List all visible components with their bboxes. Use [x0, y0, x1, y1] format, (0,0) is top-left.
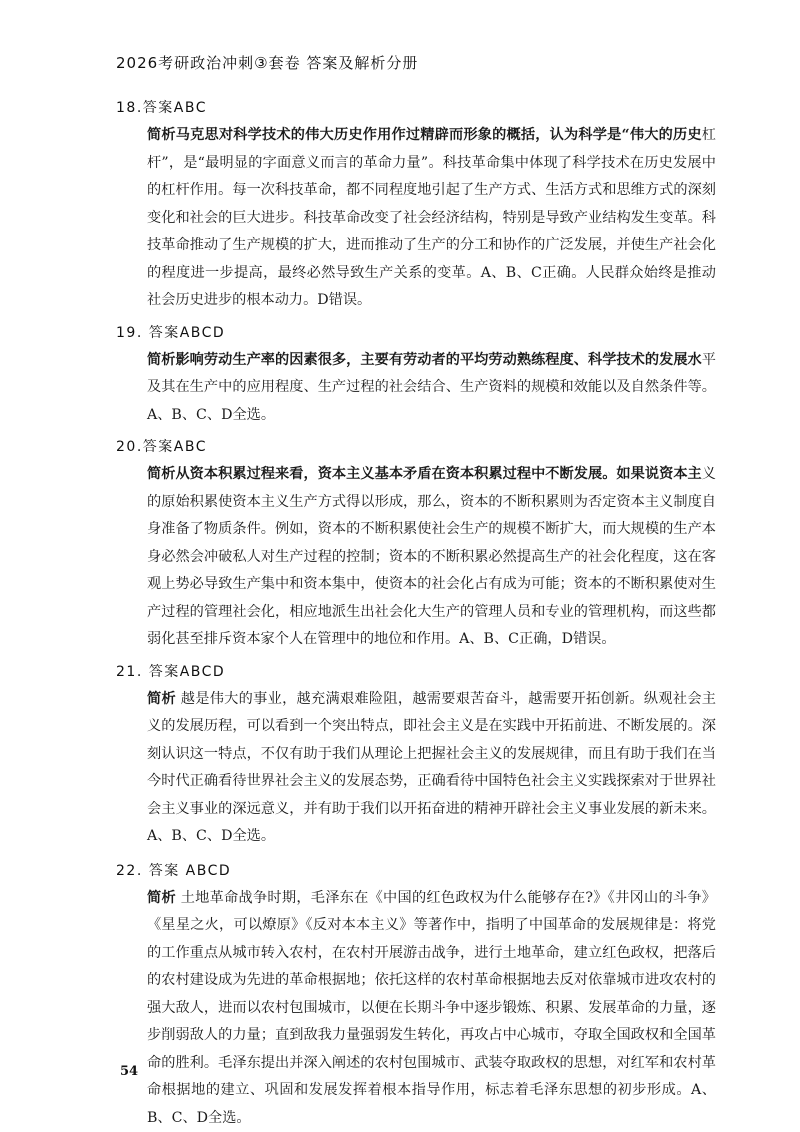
answer-item-18 [116, 96, 716, 315]
page-number: 54 [120, 1064, 139, 1079]
analysis-label: 简析 [147, 466, 176, 482]
analysis-text: 越是伟大的事业，越充满艰难险阻，越需要艰苦奋斗，越需要开拓创新。纵观社会主义的发展历程，可以看到一个突出特点，即社会主义是在实践中开拓前进、不断发展的。深刻认识这一特点，不仅有助于我们从理论上把握社会主义的发展规律，而且有助于我们在当今时代正确看待世界社会主义的发展态势，正确看待中国特色社会主义实践探索对于世界社会主义事业的深远意义，并有助于我们以开拓奋进的精神开辟社会主义事业发展的新未来。A、B、C、D全选。 [147, 690, 716, 844]
analysis-paragraph [147, 461, 716, 654]
analysis-bold-text: 影响劳动生产率的因素很多，主要有劳动者的平均劳动熟练程度、科学技术的发展水 [175, 351, 702, 368]
analysis-paragraph [147, 686, 716, 851]
answer-item-20 [116, 435, 716, 654]
analysis-label: 简析 [147, 889, 176, 906]
analysis-paragraph [147, 885, 716, 1132]
page-header: 2026考研政治冲刺③套卷 答案及解析分册 [116, 54, 419, 72]
answer-line: 20.答案ABC [116, 439, 207, 455]
answer-line: 22. 答案 ABCD [116, 862, 232, 879]
analysis-paragraph [147, 122, 716, 315]
analysis-text: 土地革命战争时期，毛泽东在《中国的红色政权为什么能够存在?》《井冈山的斗争》《星星之火，可以燎原》《反对本本主义》等著作中，指明了中国革命的发展规律是：将党的工作重点从城市转入农村，在农村开展游击战争，进行土地革命，建立红色政权，把落后的农村建设成为先进的革命根据地；依托这样的农村革命根据地去反对依靠城市进攻农村的强大敌人，进而以农村包围城市，以便在长期斗争中逐步锻炼、积累、发展革命的力量，逐步削弱敌人的力量；直到敌我力量强弱发生转化，再攻占中心城市，夺取全国政权和全国革命的胜利。毛泽东提出并深入阐述的农村包围城市、武装夺取政权的思想，对红军和农村革命根据地的建立、巩固和发展发挥着根本指导作用，标志着毛泽东思想的初步形成。A、B、C、D全选。 [147, 889, 716, 1126]
analysis-paragraph [147, 347, 716, 430]
analysis-text: 杠杆”，是“最明显的字面意义而言的革命力量”。科技革命集中体现了科学技术在历史发展中的杠杆作用。每一次科技革命，都不同程度地引起了生产方式、生活方式和思维方式的深刻变化和社会的巨大进步。科技革命改变了社会经济结构，特别是导致产业结构发生变革。科技革命推动了生产规模的扩大，进而推动了生产的分工和协作的广泛发展，并使生产社会化的程度进一步提高，最终必然导致生产关系的变革。A、B、C正确。人民群众始终是推动社会历史进步的根本动力。D错误。 [147, 127, 716, 308]
answer-item-21 [116, 660, 716, 851]
answer-line: 18.答案ABC [116, 100, 207, 116]
analysis-bold-text: 马克思对科学技术的伟大历史作用作过精辟而形象的概括，认为科学是“伟大的历史 [175, 127, 702, 143]
answer-item-22 [116, 859, 716, 1132]
answer-item-19 [116, 321, 716, 430]
answer-line: 19. 答案ABCD [116, 324, 226, 341]
analysis-bold-text: 从资本积累过程来看，资本主义基本矛盾在资本积累过程中不断发展。如果说资本主 [175, 466, 702, 482]
analysis-label: 简析 [147, 351, 176, 368]
answer-content [116, 96, 716, 1132]
analysis-label: 简析 [147, 690, 176, 707]
answer-line: 21. 答案ABCD [116, 663, 226, 680]
analysis-text: 义的原始积累使资本主义生产方式得以形成，那么，资本的不断积累则为否定资本主义制度自身准备了物质条件。例如，资本的不断积累使社会生产的规模不断扩大，而大规模的生产本身必然会冲破私人对生产过程的控制；资本的不断积累必然提高生产的社会化程度，这在客观上势必导致生产集中和资本集中，使资本的社会化占有成为可能；资本的不断积累使对生产过程的管理社会化，相应地派生出社会化大生产的管理人员和专业的管理机构，而这些都弱化甚至排斥资本家个人在管理中的地位和作用。A、B、C正确，D错误。 [147, 466, 716, 647]
analysis-text: 平及其在生产中的应用程度、生产过程的社会结合、生产资料的规模和效能以及自然条件等。A、B、C、D全选。 [147, 351, 716, 423]
analysis-label: 简析 [147, 127, 176, 143]
